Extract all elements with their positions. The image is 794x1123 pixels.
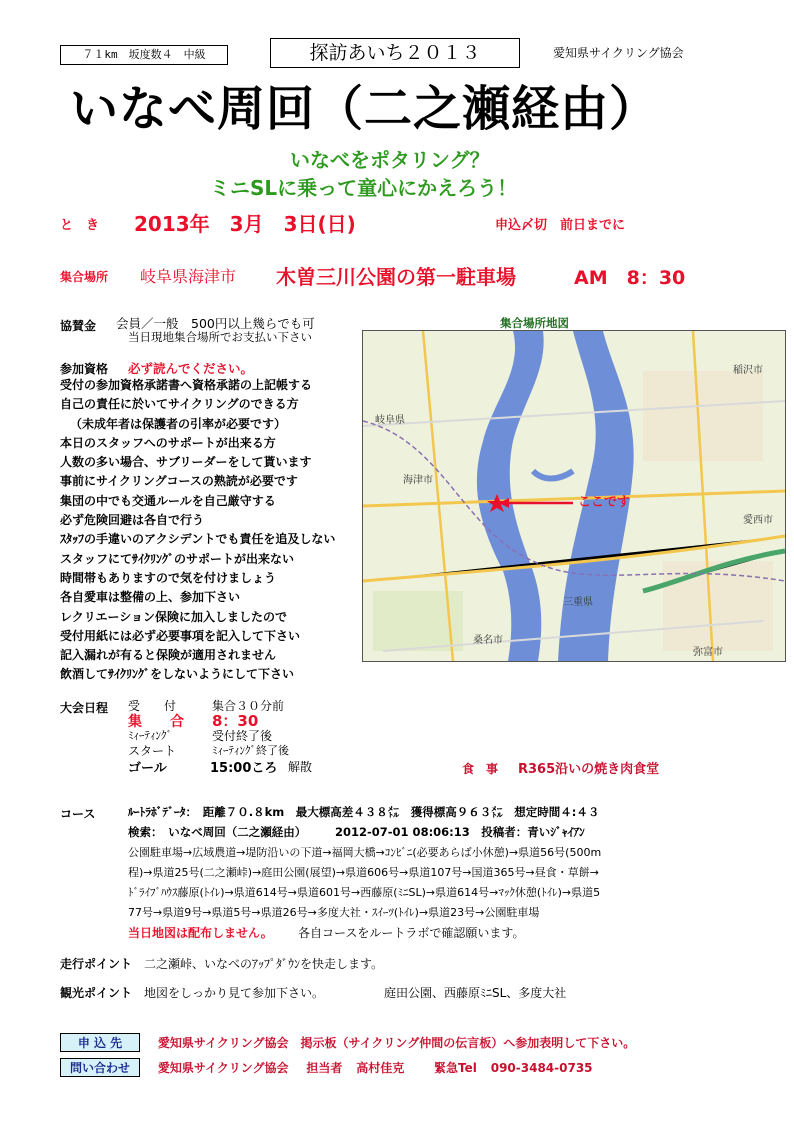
- map-label: 岐阜県: [375, 415, 405, 426]
- qualification-item: 受付の参加資格承諾書へ資格承諾の上記帳する: [60, 378, 313, 392]
- contact-tel: 090-3484-0735: [490, 1061, 593, 1075]
- meeting-time: AM 8：30: [574, 267, 686, 289]
- map-label: 稲沢市: [733, 365, 763, 376]
- map-marker-label: ここです: [578, 495, 631, 510]
- apply-row: [60, 1033, 635, 1052]
- qualification-item: 時間帯もありますので気を付けましょう: [60, 570, 277, 585]
- qualification-item: ｽﾀｯﾌの手違いのアクシデントでも責任を追及しない: [60, 532, 336, 547]
- schedule-label: 大会日程: [60, 701, 109, 715]
- map-label: 海津市: [403, 475, 433, 486]
- apply-label: 申 込 先: [60, 1033, 140, 1052]
- course-stats: ﾙｰﾄﾗﾎﾞﾃﾞｰﾀ： 距離７０.８km 最大標高差４３８㍍ 獲得標高９６３㍍ 想定時間４:４３: [128, 805, 600, 819]
- contact-person: 高村佳克: [356, 1061, 405, 1075]
- course-route-line: ﾄﾞﾗｲﾌﾞﾊｳｽ藤原(ﾄｲﾚ)→県道614号→県道601号→西藤原(ﾐﾆSL)→県道614号→ﾏｯｸ休憩(ﾄｲﾚ)→県道5: [128, 886, 601, 899]
- schedule-name: ゴール: [128, 761, 167, 776]
- qualification-item: 事前にサイクリングコースの熟読が必要です: [60, 474, 298, 489]
- qualification-item: レクリエーション保険に加入しましたので: [60, 609, 288, 624]
- course-note: 各自コースをルートラボで確認願います。: [298, 926, 525, 940]
- run-point-label: 走行ポイント: [60, 957, 133, 971]
- qualification-item: 記入漏れが有ると保険が適用されません: [60, 648, 277, 663]
- contact-person-label: 担当者: [306, 1061, 343, 1075]
- catch-line-2: ミニSLに乗って童心にかえろう！: [210, 176, 518, 200]
- schedule-value: 15:00ころ: [210, 761, 278, 776]
- meeting-map[interactable]: [362, 330, 786, 662]
- course-search: 検索： いなべ周回（二之瀬経由） 2012-07-01 08:06:13 投稿者：青いｼﾞｬｲｱﾝ: [128, 825, 585, 839]
- schedule-value: ﾐｨｰﾃｨﾝｸﾞ終了後: [212, 744, 289, 757]
- fee-label: 協賛金: [60, 319, 97, 333]
- schedule-name: ﾐｨｰﾃｨﾝｸﾞ: [128, 729, 172, 742]
- qualification-item: 集団の中でも交通ルールを自己厳守する: [60, 493, 276, 508]
- series-title: 探訪あいち２０１３: [270, 38, 520, 68]
- qualification-list: [60, 376, 355, 685]
- map-graphic: [363, 331, 785, 661]
- apply-text: 愛知県サイクリング協会 掲示板（サイクリング仲間の伝言板）へ参加表明して下さい。: [157, 1036, 636, 1050]
- schedule-name: 受 付: [128, 699, 177, 713]
- meal-label: 食 事: [462, 762, 499, 776]
- schedule-value: 受付終了後: [212, 729, 273, 743]
- map-label: 三重県: [563, 597, 593, 608]
- meeting-city: 岐阜県海津市: [140, 267, 237, 286]
- schedule-suffix: 解散: [288, 760, 313, 774]
- sight-point-value: 地図をしっかり見て参加下さい。: [144, 986, 325, 1000]
- schedule-name: スタート: [128, 744, 177, 758]
- meal-value: R365沿いの焼き肉食堂: [518, 762, 660, 777]
- qualification-item: スタッフにてｻｲｸﾘﾝｸﾞのサポートが出来ない: [60, 551, 295, 566]
- course-route-line: 公園駐車場→広域農道→堤防沿いの下道→福岡大橋→ｺﾝﾋﾞﾆ(必要あらば小休憩)→県道56号(500m: [128, 846, 602, 859]
- grade-box: ７１km 坂度数４ 中級: [60, 45, 228, 65]
- qualification-label: 参加資格: [60, 362, 109, 376]
- map-label: 弥富市: [693, 647, 723, 658]
- sight-places: 庭田公園、西藤原ﾐﾆSL、多度大社: [384, 986, 567, 1000]
- qualification-item: 必ず危険回避は各自で行う: [60, 513, 205, 528]
- qualification-item: 自己の責任に於いてサイクリングのできる方: [60, 397, 299, 412]
- schedule-name: 集 合: [128, 714, 184, 730]
- schedule-value: 8：30: [212, 712, 259, 730]
- qualification-item: 飲酒してｻｲｸﾘﾝｸﾞをしないようにして下さい: [60, 667, 295, 682]
- qualification-item: 各自愛車は整備の上、参加下さい: [60, 590, 241, 605]
- qualification-item: 人数の多い場合、サブリーダーをして貰います: [60, 455, 312, 470]
- organizer-name: 愛知県サイクリング協会: [553, 46, 684, 60]
- fee-line-2: 当日現地集合場所でお支払い下さい: [128, 330, 312, 344]
- must-read: 必ず読んでください。: [128, 361, 254, 376]
- page-title: いなべ周回（二之瀬経由）: [70, 81, 659, 137]
- map-label: 桑名市: [473, 635, 503, 646]
- contact-label: 問い合わせ: [60, 1058, 140, 1077]
- course-label: コース: [60, 807, 96, 821]
- qualification-item: 本日のスタッフへのサポートが出来る方: [60, 435, 276, 450]
- qualification-item: 受付用紙には必ず必要事項を記入して下さい: [60, 628, 301, 643]
- date-value: 2013年 3月 3日(日): [134, 212, 356, 236]
- catch-line-1: いなべをポタリング？: [290, 148, 490, 172]
- contact-tel-label: 緊急Tel: [434, 1061, 477, 1075]
- qualification-item: （未成年者は保護者の引率が必要です）: [70, 416, 287, 431]
- meeting-place: 木曽三川公園の第一駐車場: [276, 265, 516, 289]
- course-route-line: 程)→県道25号(二之瀬峠)→庭田公園(展望)→県道606号→県道107号→国道365号→昼食・草餅→: [128, 866, 599, 879]
- contact-org: 愛知県サイクリング協会: [157, 1061, 289, 1075]
- run-point-value: 二之瀬峠、いなべのｱｯﾌﾟﾀﾞｳﾝを快走します。: [144, 957, 384, 971]
- no-map-notice: 当日地図は配布しません。: [128, 926, 273, 940]
- map-caption: 集合場所地図: [500, 316, 569, 330]
- course-route-line: 77号→県道9号→県道5号→県道26号→多度大社・ｽｲｰﾂ(ﾄｲﾚ)→県道23号→公園駐車場: [128, 906, 540, 919]
- fee-line-1: 会員／一般 500円以上幾らでも可: [116, 316, 315, 331]
- contact-row: [60, 1058, 593, 1077]
- sight-point-label: 観光ポイント: [60, 986, 133, 1000]
- schedule-value: 集合３０分前: [212, 699, 285, 713]
- meeting-label: 集合場所: [60, 270, 109, 284]
- deadline: 申込〆切 前日までに: [495, 218, 626, 233]
- map-label: 愛西市: [743, 515, 773, 526]
- date-label: と き: [60, 218, 100, 233]
